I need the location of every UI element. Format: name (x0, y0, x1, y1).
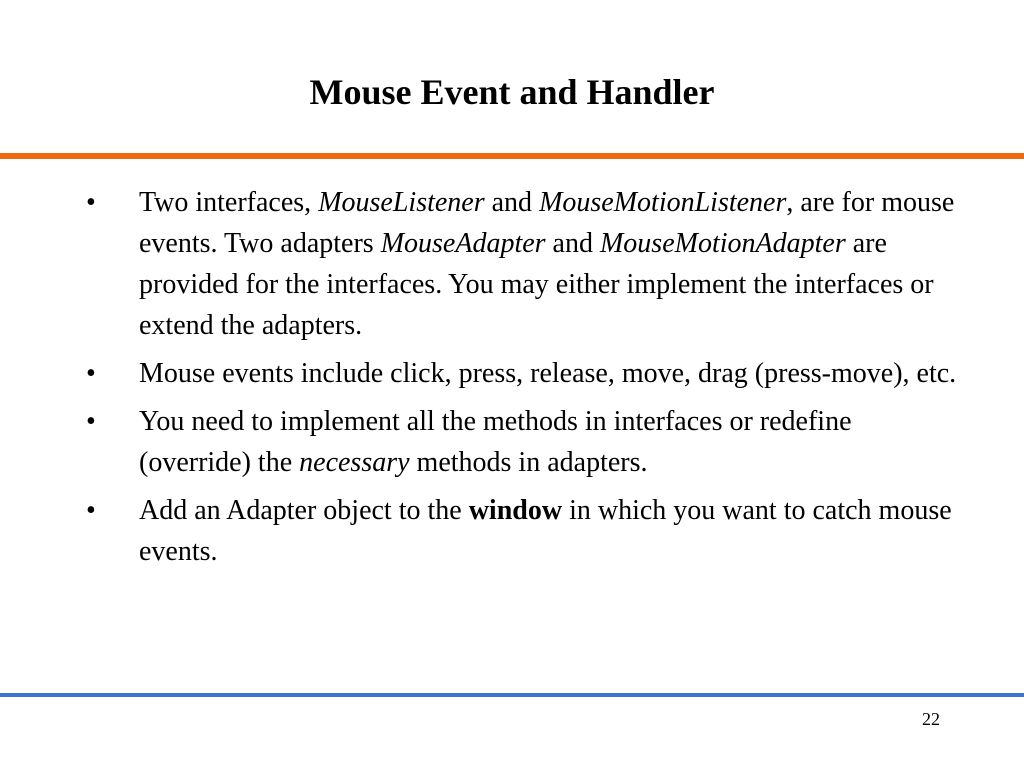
bullet-text (139, 187, 954, 341)
bullet-item-add-adapter (86, 490, 966, 572)
text-segment: Two interfaces, (139, 187, 319, 218)
bullet-text (139, 406, 852, 478)
title-divider-orange (0, 153, 1024, 159)
bullet-item-interfaces (86, 182, 966, 346)
footer-divider-blue (0, 693, 1024, 697)
text-segment: , are for mouse events. Two adapters (139, 187, 955, 259)
text-segment: Add an Adapter object to the (139, 495, 469, 526)
text-segment: in which you want to catch mouse events. (139, 495, 952, 567)
page-number: 22 (922, 709, 940, 729)
bold-term: window (468, 495, 563, 526)
italic-term: necessary (299, 447, 410, 478)
bullet-marker: • (86, 358, 96, 389)
text-segment: You need to implement all the methods in interfaces or redefine (override) the (139, 406, 852, 478)
bullet-list (86, 182, 966, 579)
italic-term: MouseListener (318, 187, 485, 218)
bullet-marker: • (86, 495, 96, 526)
bullet-item-implement-methods (86, 401, 966, 483)
text-segment: methods in adapters. (409, 447, 648, 478)
text-segment: are provided for the interfaces. You may either implement the interfaces or extend the adapters. (139, 228, 934, 341)
bullet-text (139, 495, 952, 567)
italic-term: MouseMotionAdapter (599, 228, 846, 259)
text-segment: and (545, 228, 600, 259)
bullet-marker: • (86, 406, 96, 437)
bullet-text: Mouse events include click, press, release, move, drag (press-move), etc. (139, 358, 957, 389)
slide-title: Mouse Event and Handler (309, 72, 715, 112)
italic-term: MouseAdapter (380, 228, 546, 259)
text-segment: and (484, 187, 540, 218)
italic-term: MouseMotionListener (539, 187, 787, 218)
bullet-marker: • (86, 187, 96, 218)
bullet-item-mouse-events (86, 353, 966, 394)
